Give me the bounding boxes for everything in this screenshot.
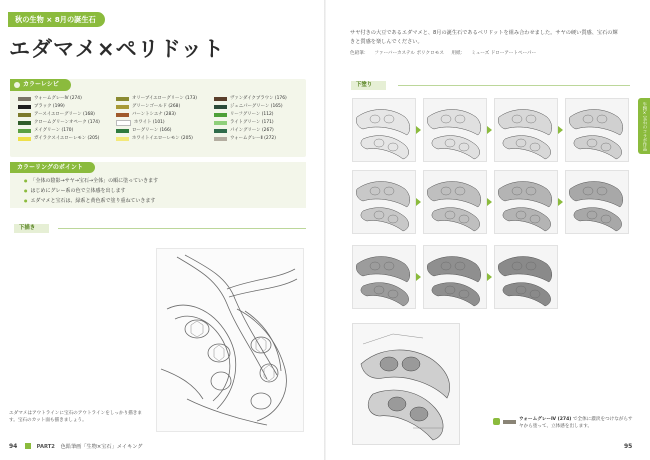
next-step-arrow-icon [487,273,492,281]
color-swatch [214,129,227,133]
sketch-label: 下描き [14,224,49,233]
pencil-item [116,103,214,111]
color-swatch [116,129,129,133]
divider [58,228,306,229]
next-step-arrow-icon [487,126,492,134]
pencil-name: ローグリーン (166) [132,128,172,133]
footer-marker [25,443,31,449]
next-step-arrow-icon [416,198,421,206]
pencil-name: グリーンゴールド (268) [132,104,181,109]
step-drawing [495,246,557,308]
pencil-name: オリーブイエローグリーン (173) [132,96,198,101]
pencil-value: ファーバーカステル ポリクロモス [374,51,444,56]
paper-label: 用紙： [451,51,466,56]
step-thumbnail [352,98,416,162]
color-swatch [116,97,129,101]
footer-part: PART2 [36,444,55,450]
pencil-name: リーフグリーン (112) [230,112,274,117]
step-thumbnail [565,170,629,234]
next-step-arrow-icon [487,198,492,206]
pencil-item [18,119,116,127]
pencil-item [116,95,214,103]
color-swatch [18,129,31,133]
right-footer [624,443,632,450]
color-recipe-heading [10,79,71,91]
color-swatch [214,105,227,109]
pencil-item [214,95,306,103]
step-thumbnail [423,170,487,234]
pencil-name: ブラック (199) [34,104,65,109]
next-step-arrow-icon [416,126,421,134]
pencil-item [214,103,306,111]
pencil-name: ライトグリーン (171) [230,120,274,125]
color-swatch [214,97,227,101]
step-thumbnail [423,245,487,309]
step-drawing [495,171,557,233]
note-pencil: ウォームグレーⅣ (274) [519,417,572,422]
pencil-item [116,135,214,143]
paper-value: ミューズ ドローアートペーパー [471,51,537,56]
pencil-item [116,111,214,119]
step-drawing [566,99,628,161]
side-tab-label: 生物×宝石のコラボ作品 [642,102,647,151]
page-number: 95 [624,443,633,450]
pencil-label: 色鉛筆： [350,51,369,56]
step-drawing [495,99,557,161]
next-step-arrow-icon [558,198,563,206]
left-footer [9,443,142,450]
step-note [519,416,637,430]
pencil-name: ホワイトイエローレモン (205) [132,136,193,141]
page-gutter [324,0,326,460]
color-swatch [116,120,131,126]
coloring-points-list [24,176,158,206]
next-step-arrow-icon [416,273,421,281]
step-drawing [424,246,486,308]
page-title: エダマメ×ペリドット [9,37,225,61]
color-swatch [18,105,31,109]
step-drawing [353,246,415,308]
step-thumbnail [494,245,558,309]
step-thumbnail [494,98,558,162]
coloring-points-heading: カラーリングのポイント [10,162,95,173]
pencil-name: アースイエローグリーン (168) [34,112,95,117]
pencil-item [214,111,306,119]
footer-text: 色鉛筆画「生物×宝石」メイキング [60,444,143,450]
pencil-item [18,135,116,143]
step-drawing [566,171,628,233]
color-recipe-panel [10,79,306,157]
pencil-item [116,119,214,127]
step-thumbnail [494,170,558,234]
note-text: で全体に濃淡をつけながらサヤから塗って、立体感を出します。 [519,417,633,429]
materials-line [350,50,542,56]
pencil-icon [14,82,20,88]
step-drawing [424,99,486,161]
pencil-item [18,95,116,103]
edamame-line-drawing [157,249,303,431]
pencil-name: ホワイト (101) [134,120,165,125]
step-drawing [353,99,415,161]
pencil-item [18,111,116,119]
color-swatch [116,113,129,117]
list-item: ● エダマメと宝石は、緑系と黄色系で塗り重ねていきます [24,196,158,206]
pencil-name: ウォームグレーⅣ (274) [34,96,82,101]
pencil-name: パイングリーン (267) [230,128,274,133]
color-swatch [214,137,227,141]
step-drawing [424,171,486,233]
color-swatch [116,105,129,109]
coloring-points-panel [10,162,306,208]
color-swatch [18,97,31,101]
category-tag: 秋の生物 × 8月の誕生石 [8,12,105,27]
pencil-item [214,119,306,127]
color-swatch [214,113,227,117]
pencil-item [214,135,306,143]
sketch-caption: エダマメはアウトラインに宝石のアウトラインをしっかり描きます。宝石のカット面も描きましょう。 [9,411,142,423]
list-item: ● 「全体の陰影→サヤ→宝石→全体」の順に塗っていきます [24,176,158,186]
final-step-illustration [352,323,460,445]
next-step-arrow-icon [558,126,563,134]
color-swatch [18,113,31,117]
pencil-item [18,103,116,111]
step-marker [493,418,500,425]
list-item: ● はじめにグレー系の色で立体感を出します [24,186,158,196]
step-thumbnail [423,98,487,162]
pencil-name: バーントシエナ (283) [132,112,176,117]
color-swatch [18,137,31,141]
sketch-illustration [156,248,304,432]
intro-text [350,29,620,47]
shaded-edamame-drawing [353,324,459,444]
step-thumbnail [352,245,416,309]
pencil-name: ヴァンダイクブラウン (176) [230,96,287,101]
step-drawing [353,171,415,233]
pencil-swatch [503,420,516,424]
color-swatch [116,137,129,141]
color-swatch [18,121,31,125]
section-side-tab [638,98,650,154]
pencil-item [18,127,116,135]
color-swatch [214,121,227,125]
step-thumbnail [565,98,629,162]
color-recipe-heading-text: カラーレシピ [23,81,59,88]
pencil-name: ガイラクスイエローレモン (205) [34,136,100,141]
divider [398,85,630,86]
pencil-item [116,127,214,135]
pencil-name: クロームグリーンオペーク (174) [34,120,100,125]
pencil-item [214,127,306,135]
pencil-name: ウォームグレーⅡ (272) [230,136,276,141]
pencil-name: ジュニパーグリーン (165) [230,104,283,109]
pencil-list [18,95,306,143]
intro-paragraph: サヤ付きの大豆であるエダマメと、8月の誕生石であるペリドットを組み合わせました。サヤの硬い質感、宝石の輝きと質感を楽しんでください。 [350,30,618,45]
page-number: 94 [9,443,18,450]
pencil-name: メイグリーン (170) [34,128,74,133]
underpainting-label: 下塗り [351,81,386,90]
step-thumbnail [352,170,416,234]
